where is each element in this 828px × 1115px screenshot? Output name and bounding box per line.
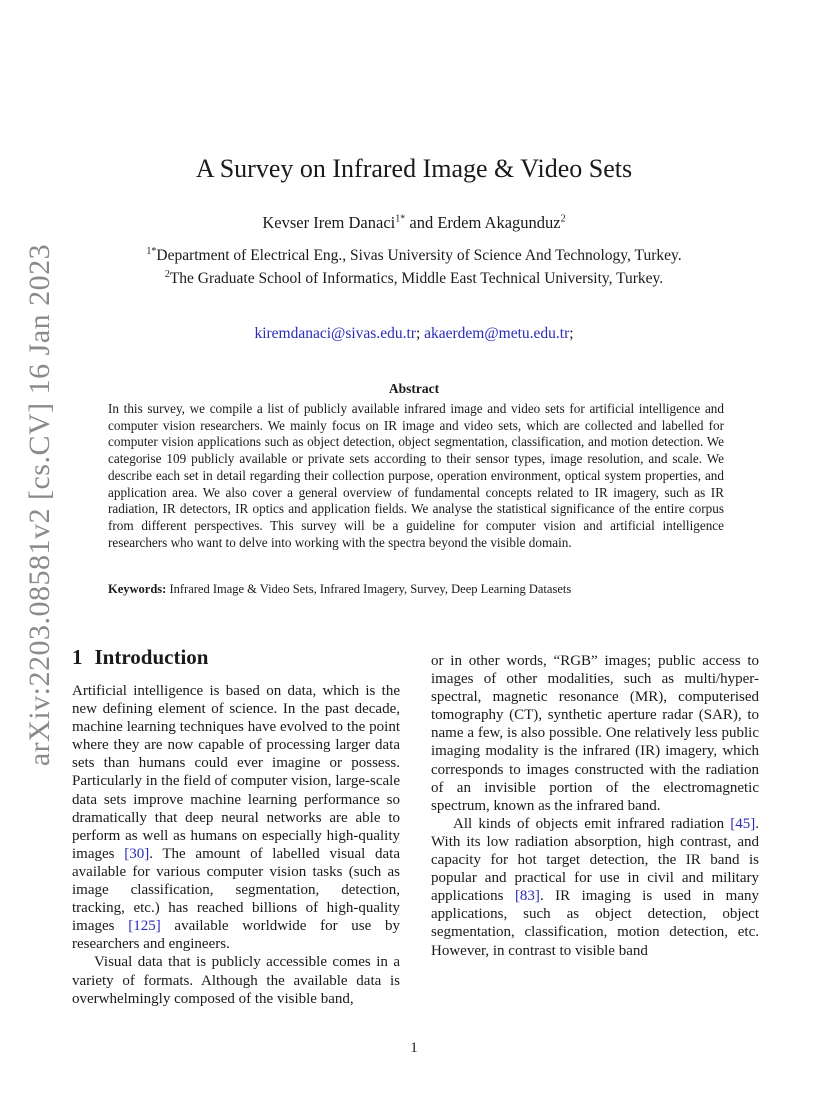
section-number: 1 <box>72 645 83 669</box>
paper-title: A Survey on Infrared Image & Video Sets <box>195 154 633 183</box>
abstract-body: In this survey, we compile a list of publicly available infrared image and video sets for artificial intelligence and computer vision researchers. We mainly focus on IR image and video sets, which are collected and labelled for computer vision applications such as object detection, object segmentation, classification, and motion detection. We categorise 109 publicly available or private sets according to their sensor types, image resolution, and scale. We describe each set in detail regarding their collection purpose, operation environment, optical system properties, and application area. We also cover a general overview of fundamental concepts related to IR imagery, such as IR radiation, IR detectors, IR optics and application fields. We analyse the statistical significance of the entire corpus from different perspectives. This survey will be a guideline for computer vision and artificial intelligence researchers who want to delve into working with the spectra beyond the visible domain. <box>108 401 724 550</box>
page-number: 1 <box>410 1040 418 1056</box>
author-1-name: Kevser Irem Danaci <box>262 213 396 232</box>
left-p1-text-a: Artificial intelligence is based on data, which is the new defining element of science. In the past decade, machine learning techniques have evolved to the point where they are now capable of processing larger data sets than humans could ever imagine or possess. Particularly in the field of computer vision, large-scale data sets improve machine learning performance so dramatically that deep neural networks are able to perform as well as humans on especially high-quality images <box>72 683 400 862</box>
right-paragraph-1: or in other words, “RGB” images; public access to images of other modalities, such as multi/hyper-spectral, magnetic resonance (MR), computerised tomography (CT), synthetic aperture radar (SAR), to name a few, is also possible. One relatively less public imaging modality is the infrared (IR) imagery, which corresponds to images constructed with the radiation of an invisible portion of the electromagnetic spectrum, known as the infrared band. <box>431 653 759 814</box>
right-p2-text-c: . IR imaging is used in many applications, such as object detection, object segmentation, classification, motion detection, etc. However, in contrast to visible band <box>431 888 760 959</box>
right-p2-text-a: All kinds of objects emit infrared radiation <box>453 815 731 832</box>
left-paragraph-2: Visual data that is publicly accessible comes in a variety of formats. Although the available data is overwhelmingly composed of the visible band, <box>72 954 400 1007</box>
email-line <box>0 325 828 343</box>
affiliation-1 <box>0 247 828 265</box>
right-paragraph-2 <box>431 815 759 960</box>
citation-link[interactable]: [45] <box>730 815 756 832</box>
email-link-1[interactable]: kiremdanaci@sivas.edu.tr <box>254 325 416 342</box>
citation-link[interactable]: [125] <box>128 918 161 935</box>
citation-link[interactable]: [83] <box>514 888 540 905</box>
email-link-2[interactable]: akaerdem@metu.edu.tr <box>424 325 570 342</box>
affiliation-2-text: The Graduate School of Informatics, Middle East Technical University, Turkey. <box>169 270 664 287</box>
left-column <box>72 682 400 1008</box>
section-heading <box>72 645 208 670</box>
author-2-sup: 2 <box>560 213 566 225</box>
left-p1-text-b: . The amount of labelled visual data available for various computer vision tasks (such as image classification, segmentation, detection, tracking, etc.) has reached billions of high-quality images <box>72 845 400 935</box>
affiliation-2-sup: 2 <box>164 268 170 280</box>
arxiv-identifier-stamp <box>18 240 62 770</box>
author-line <box>0 213 828 233</box>
abstract-heading: Abstract <box>388 381 440 396</box>
affiliation-1-text: Department of Electrical Eng., Sivas University of Science And Technology, Turkey. <box>156 247 682 264</box>
affiliation-1-sup: 1* <box>146 245 157 257</box>
keywords-line <box>108 582 724 597</box>
section-title: Introduction <box>94 645 209 669</box>
right-p2-text-b: . With its low radiation absorption, high contrast, and capacity for hot target detection, the IR band is popular and practical for use in civil and military applications <box>431 815 759 905</box>
author-2-name: Erdem Akagunduz <box>437 213 561 232</box>
author-1-sup: 1* <box>395 213 406 225</box>
author-connector: and <box>405 213 438 232</box>
email-end: ; <box>569 325 574 342</box>
email-separator: ; <box>415 325 425 342</box>
left-paragraph-1 <box>72 682 400 953</box>
left-p1-text-c: available worldwide for use by researchers and engineers. <box>72 918 400 953</box>
arxiv-identifier-text: arXiv:2203.08581v2 [cs.CV] 16 Jan 2023 <box>23 243 56 767</box>
keywords-text: Infrared Image & Video Sets, Infrared Imagery, Survey, Deep Learning Datasets <box>166 582 572 596</box>
keywords-label: Keywords: <box>108 582 167 596</box>
right-column <box>431 652 759 960</box>
citation-link[interactable]: [30] <box>124 845 150 862</box>
affiliation-2 <box>0 270 828 288</box>
